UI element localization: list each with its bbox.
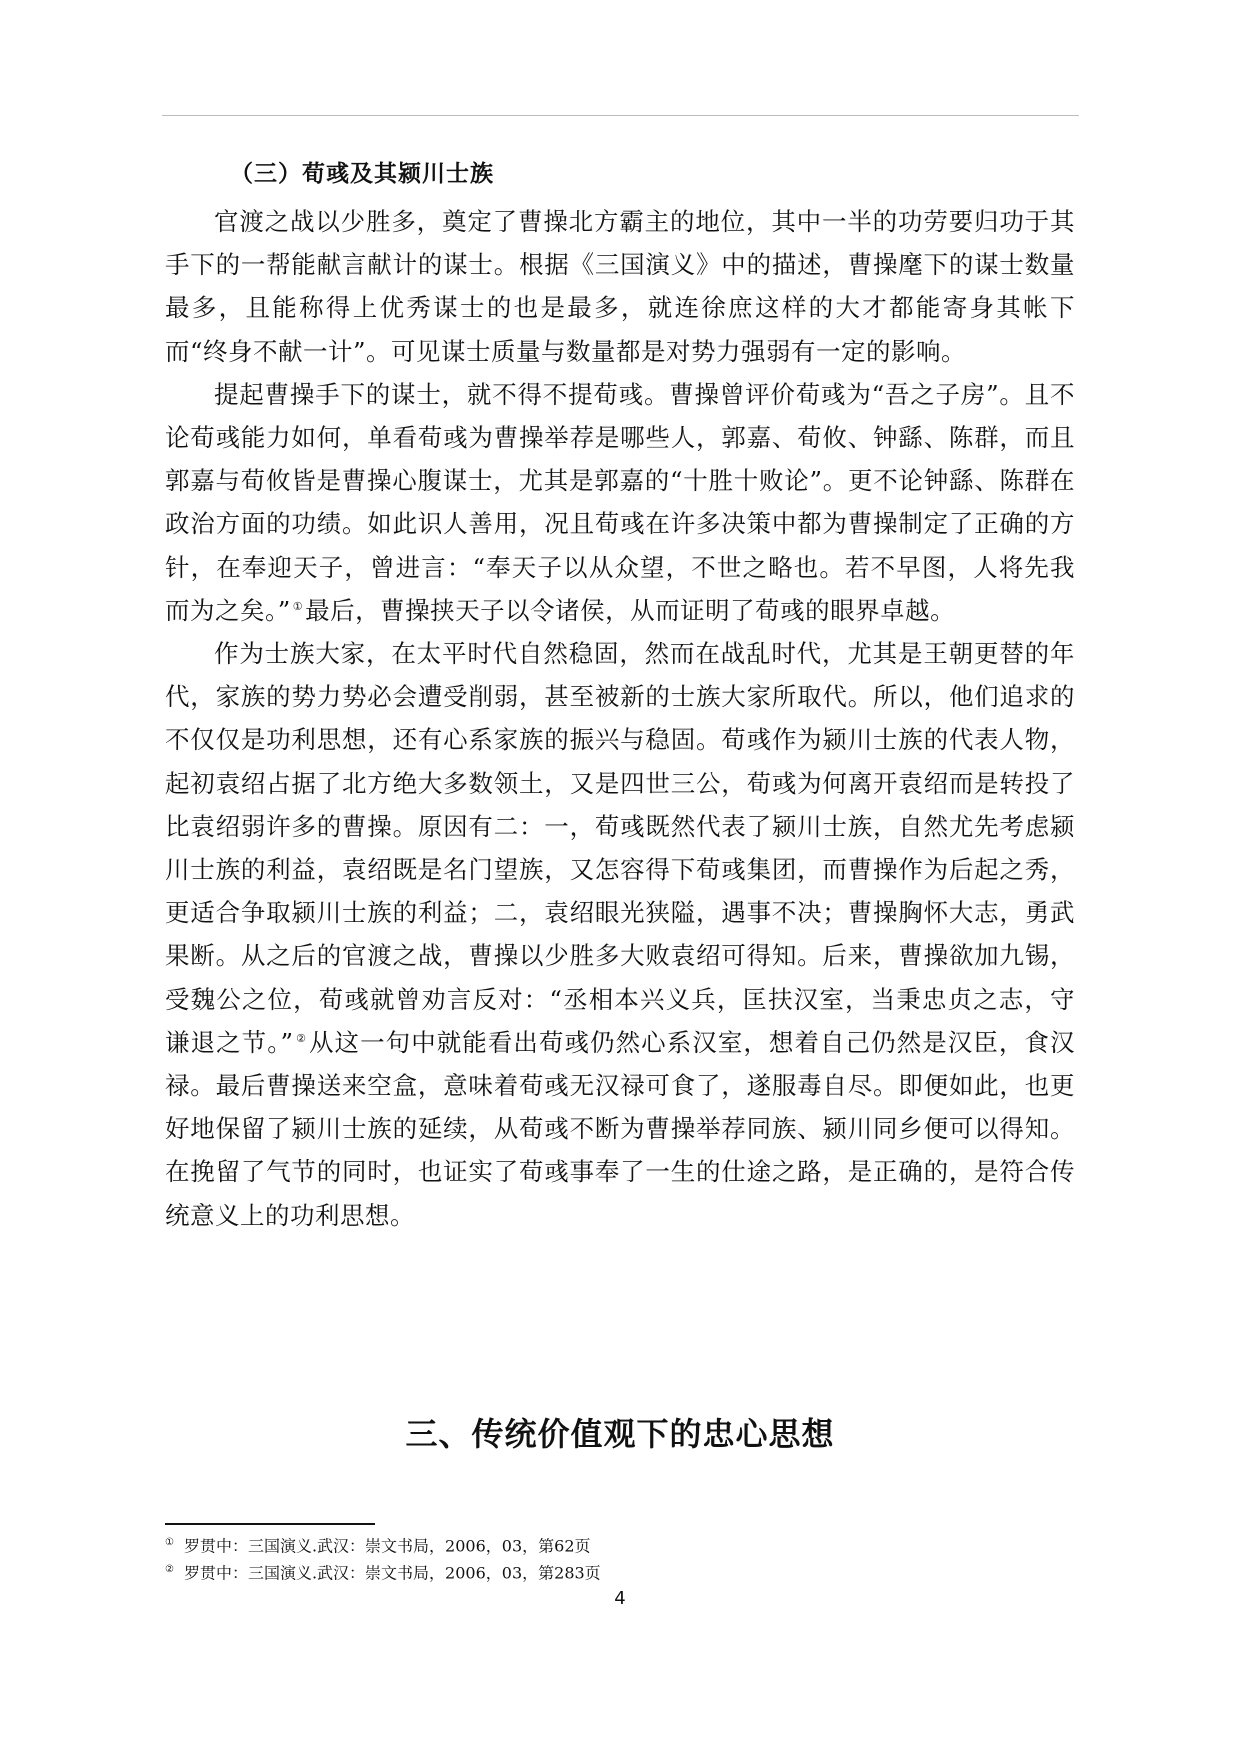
footnote-ref-1[interactable]: ① xyxy=(292,599,304,613)
footnote-2-text: 罗贯中：三国演义.武汉：崇文书局，2006，03，第283页 xyxy=(183,1563,601,1583)
paragraph-3 xyxy=(165,632,1075,1237)
footnote-2 xyxy=(165,1558,1065,1585)
page-number: 4 xyxy=(614,1588,626,1609)
footnote-2-mark: ② xyxy=(165,1564,174,1576)
footnote-1 xyxy=(165,1531,1065,1558)
paragraph-2-text-b: 最后，曹操挟天子以令诸侯，从而证明了荀彧的眼界卓越。 xyxy=(305,595,956,625)
footnote-ref-2[interactable]: ② xyxy=(295,1031,307,1045)
footnote-1-mark: ① xyxy=(165,1537,174,1548)
footnote-1-text: 罗贯中：三国演义.武汉：崇文书局，2006，03，第62页 xyxy=(183,1536,591,1556)
paragraph-3-text-a: 作为士族大家，在太平时代自然稳固，然而在战乱时代，尤其是王朝更替的年代，家族的势力势必会遭受削弱，甚至被新的士族大家所取代。所以，他们追求的不仅仅是功利思想，还有心系家族的振兴与稳固。荀彧作为颍川士族的代表人物，起初袁绍占据了北方绝大多数领土，又是四世三公，荀彧为何离开袁绍而是转投了比袁绍弱许多的曹操。原因有二：一，荀彧既然代表了颍川士族，自然尤先考虑颍川士族的利益，袁绍既是名门望族，又怎容得下荀彧集团，而曹操作为后起之秀，更适合争取颍川士族的利益；二，袁绍眼光狭隘，遇事不决；曹操胸怀大志，勇武果断。从之后的官渡之战，曹操以少胜多大败袁绍可得知。后来，曹操欲加九锡，受魏公之位，荀彧就曾劝言反对：“丞相本兴义兵，匡扶汉室，当秉忠贞之志，守谦退之节。” xyxy=(165,639,1075,1057)
section-heading: 三、传统价值观下的忠心思想 xyxy=(405,1415,835,1453)
header-rule xyxy=(162,115,1079,116)
paragraph-2 xyxy=(165,373,1075,632)
body-text xyxy=(165,200,1075,1237)
paragraph-2-text-a: 提起曹操手下的谋士，就不得不提荀彧。曹操曾评价荀彧为“吾之子房”。且不论荀彧能力如何，单看荀彧为曹操举荐是哪些人，郭嘉、荀攸、钟繇、陈群，而且郭嘉与荀攸皆是曹操心腹谋士，尤其是郭嘉的“十胜十败论”。更不论钟繇、陈群在政治方面的功绩。如此识人善用，况且荀彧在许多决策中都为曹操制定了正确的方针，在奉迎天子，曾进言：“奉天子以从众望，不世之略也。若不早图，人将先我而为之矣。” xyxy=(165,379,1075,625)
paragraph-1-text: 官渡之战以少胜多，奠定了曹操北方霸主的地位，其中一半的功劳要归功于其手下的一帮能献言献计的谋士。根据《三国演义》中的描述，曹操麾下的谋士数量最多，且能称得上优秀谋士的也是最多，就连徐庶这样的大才都能寄身其帐下而“终身不献一计”。可见谋士质量与数量都是对势力强弱有一定的影响。 xyxy=(165,207,1075,366)
subsection-title: （三）荀彧及其颍川士族 xyxy=(230,161,494,187)
footnotes xyxy=(165,1531,1065,1586)
paragraph-3-text-b: 从这一句中就能看出荀彧仍然心系汉室，想着自己仍然是汉臣，食汉禄。最后曹操送来空盒，意味着荀彧无汉禄可食了，遂服毒自尽。即便如此，也更好地保留了颍川士族的延续，从荀彧不断为曹操举荐同族、颍川同乡便可以得知。在挽留了气节的同时，也证实了荀彧事奉了一生的仕途之路，是正确的，是符合传统意义上的功利思想。 xyxy=(165,1027,1075,1230)
footnote-separator xyxy=(165,1523,375,1525)
paragraph-1 xyxy=(165,200,1075,373)
